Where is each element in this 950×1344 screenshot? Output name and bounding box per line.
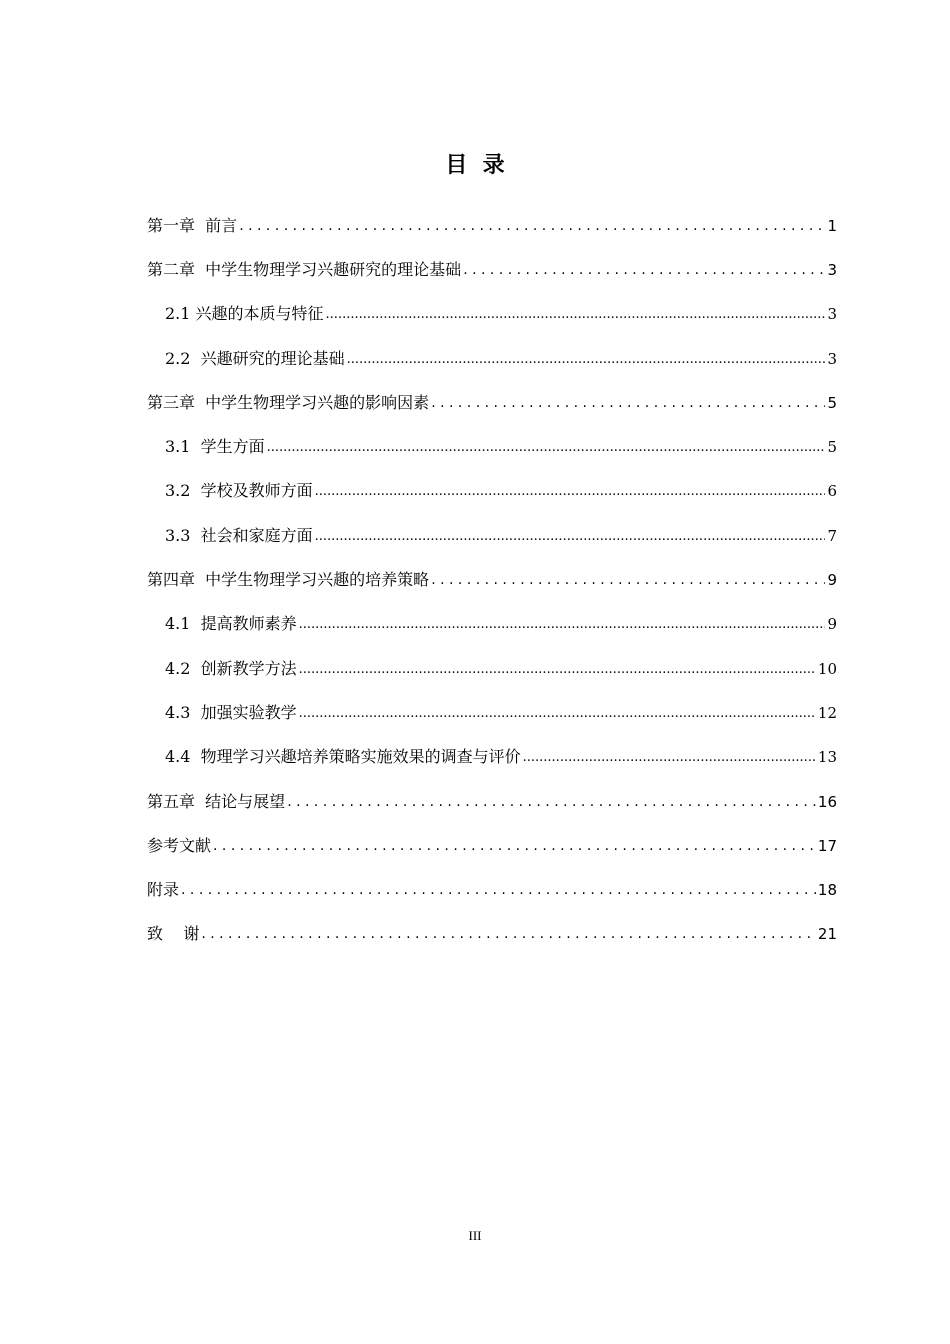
toc-entry-section-4-3[interactable] bbox=[165, 700, 837, 726]
toc-entry-chapter-4[interactable] bbox=[147, 567, 837, 593]
toc-entry-page: 3 bbox=[827, 305, 837, 323]
toc-entry-page: 1 bbox=[827, 217, 837, 235]
toc-entry-page: 9 bbox=[827, 615, 837, 633]
toc-entry-page: 7 bbox=[827, 527, 837, 545]
toc-entry-label: 3.1 学生方面 bbox=[165, 437, 265, 456]
dot-leader bbox=[431, 389, 825, 416]
dot-leader bbox=[326, 300, 826, 328]
toc-entry-label: 4.3 加强实验教学 bbox=[165, 703, 297, 722]
toc-title: 目 录 bbox=[445, 153, 505, 178]
toc-entry-page: 18 bbox=[817, 881, 837, 899]
dot-leader bbox=[347, 345, 826, 373]
toc-entry-section-2-1[interactable] bbox=[165, 301, 837, 327]
toc-entry-appendix[interactable] bbox=[147, 877, 837, 903]
dot-leader bbox=[315, 522, 826, 550]
toc-entry-label: 参考文献 bbox=[147, 836, 212, 855]
page-number-footer: III bbox=[468, 1228, 482, 1243]
toc-entry-section-3-3[interactable] bbox=[165, 523, 837, 549]
dot-leader bbox=[299, 655, 816, 683]
toc-entry-page: 16 bbox=[817, 793, 837, 811]
toc-entry-section-3-1[interactable] bbox=[165, 434, 837, 460]
toc-entry-section-4-2[interactable] bbox=[165, 656, 837, 682]
toc-entry-section-3-2[interactable] bbox=[165, 478, 837, 504]
toc-entry-label: 致 谢 bbox=[147, 924, 200, 943]
toc-entry-page: 10 bbox=[817, 660, 837, 678]
dot-leader bbox=[201, 920, 816, 947]
toc-entry-label: 4.1 提高教师素养 bbox=[165, 614, 297, 633]
toc-entry-chapter-1[interactable] bbox=[147, 213, 837, 239]
dot-leader bbox=[239, 212, 825, 239]
toc-entry-page: 6 bbox=[827, 482, 837, 500]
toc-entry-label: 2.2 兴趣研究的理论基础 bbox=[165, 349, 345, 368]
toc-entry-label: 第三章 中学生物理学习兴趣的影响因素 bbox=[147, 393, 430, 412]
dot-leader bbox=[299, 699, 816, 727]
toc-entry-section-4-1[interactable] bbox=[165, 611, 837, 637]
toc-entry-chapter-3[interactable] bbox=[147, 390, 837, 416]
toc-entry-chapter-5[interactable] bbox=[147, 789, 837, 815]
toc-entry-label: 2.1 兴趣的本质与特征 bbox=[165, 304, 324, 323]
toc-entry-page: 3 bbox=[827, 261, 837, 279]
toc-entry-chapter-2[interactable] bbox=[147, 257, 837, 283]
dot-leader bbox=[463, 256, 825, 283]
toc-entry-acknowledgements[interactable] bbox=[147, 921, 837, 947]
dot-leader bbox=[181, 876, 816, 903]
toc-entry-page: 17 bbox=[817, 837, 837, 855]
toc-entry-label: 4.4 物理学习兴趣培养策略实施效果的调查与评价 bbox=[165, 747, 521, 766]
dot-leader bbox=[267, 433, 826, 461]
dot-leader bbox=[431, 566, 825, 593]
dot-leader bbox=[287, 788, 816, 815]
toc-entry-label: 3.2 学校及教师方面 bbox=[165, 481, 313, 500]
toc-entry-page: 9 bbox=[827, 571, 837, 589]
toc-entry-label: 4.2 创新教学方法 bbox=[165, 659, 297, 678]
toc-entry-page: 21 bbox=[817, 925, 837, 943]
toc-entry-label: 第五章 结论与展望 bbox=[147, 792, 286, 811]
toc-entry-page: 5 bbox=[827, 394, 837, 412]
dot-leader bbox=[523, 743, 816, 771]
toc-entry-references[interactable] bbox=[147, 833, 837, 859]
toc-entry-label: 附录 bbox=[147, 880, 180, 899]
toc-entry-section-4-4[interactable] bbox=[165, 744, 837, 770]
toc-entry-label: 3.3 社会和家庭方面 bbox=[165, 526, 313, 545]
toc-entry-label: 第二章 中学生物理学习兴趣研究的理论基础 bbox=[147, 260, 462, 279]
toc-entry-label: 第四章 中学生物理学习兴趣的培养策略 bbox=[147, 570, 430, 589]
toc-entry-page: 5 bbox=[827, 438, 837, 456]
toc-entry-section-2-2[interactable] bbox=[165, 346, 837, 372]
toc-entry-page: 12 bbox=[817, 704, 837, 722]
dot-leader bbox=[299, 610, 826, 638]
dot-leader bbox=[315, 477, 826, 505]
toc-entry-page: 13 bbox=[817, 748, 837, 766]
dot-leader bbox=[213, 832, 816, 859]
toc-entry-page: 3 bbox=[827, 350, 837, 368]
toc-entry-label: 第一章 前言 bbox=[147, 216, 238, 235]
